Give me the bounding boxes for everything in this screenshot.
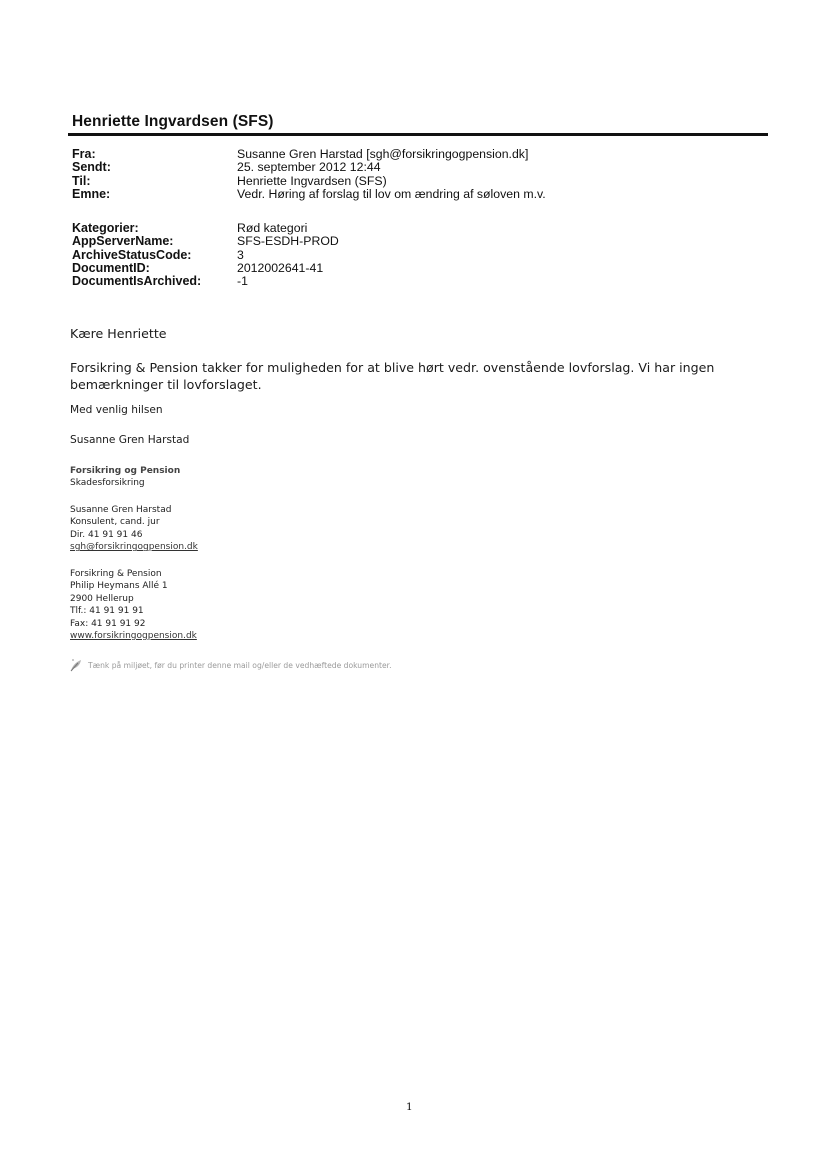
property-value: 3	[237, 247, 244, 262]
signature-email-link[interactable]: sgh@forsikringogpension.dk	[70, 542, 198, 553]
signature-person	[70, 504, 198, 554]
header-value: Henriette Ingvardsen (SFS)	[237, 173, 387, 188]
signature-address	[70, 568, 197, 642]
header-value: 25. september 2012 12:44	[237, 160, 381, 175]
signature-company: Forsikring & Pension	[70, 569, 162, 579]
page-number: 1	[406, 1101, 413, 1113]
signature-website-link[interactable]: www.forsikringogpension.dk	[70, 631, 197, 642]
eco-note	[68, 657, 392, 673]
signature-direct-phone: Dir. 41 91 91 46	[70, 529, 143, 540]
header-label: Sendt:	[72, 160, 111, 175]
sender-name: Susanne Gren Harstad	[70, 434, 190, 446]
header-value: Susanne Gren Harstad [sgh@forsikringogpension.dk]	[237, 147, 529, 161]
title-rule	[68, 133, 768, 136]
eco-note-text: Tænk på miljøet, før du printer denne mail og/eller de vedhæftede dokumenter.	[88, 660, 392, 670]
signature-phone: Tlf.: 41 91 91 91	[70, 606, 144, 617]
property-label: ArchiveStatusCode:	[72, 247, 192, 262]
header-value: Vedr. Høring af forslag til lov om ændring af søloven m.v.	[237, 186, 546, 201]
property-label: DocumentID:	[72, 260, 150, 275]
closing: Med venlig hilsen	[70, 404, 163, 416]
greeting: Kære Henriette	[70, 326, 167, 341]
property-label: Kategorier:	[72, 221, 139, 235]
property-value: 2012002641-41	[237, 260, 324, 275]
property-label: AppServerName:	[72, 234, 174, 249]
page-title: Henriette Ingvardsen (SFS)	[72, 113, 274, 130]
leaf-icon	[68, 657, 84, 673]
signature-organization	[70, 465, 180, 490]
signature-street: Philip Heymans Allé 1	[70, 581, 168, 592]
signature-department: Skadesforsikring	[70, 478, 145, 489]
property-value: Rød kategori	[237, 221, 308, 235]
body-paragraph: Forsikring & Pension takker for muligheden for at blive hørt vedr. ovenstående lovforslag. Vi har ingen bemærkninger til lovforslaget.	[70, 360, 715, 392]
signature-person-title: Konsulent, cand. jur	[70, 517, 160, 528]
header-label: Emne:	[72, 186, 111, 201]
signature-org-name: Forsikring og Pension	[70, 466, 181, 476]
header-label: Til:	[72, 173, 91, 188]
header-label: Fra:	[72, 147, 96, 161]
signature-city: 2900 Hellerup	[70, 593, 134, 604]
property-value: -1	[237, 274, 248, 289]
signature-person-name: Susanne Gren Harstad	[70, 505, 172, 515]
signature-fax: Fax: 41 91 91 92	[70, 618, 146, 629]
property-value: SFS-ESDH-PROD	[237, 234, 339, 249]
property-label: DocumentIsArchived:	[72, 274, 202, 289]
